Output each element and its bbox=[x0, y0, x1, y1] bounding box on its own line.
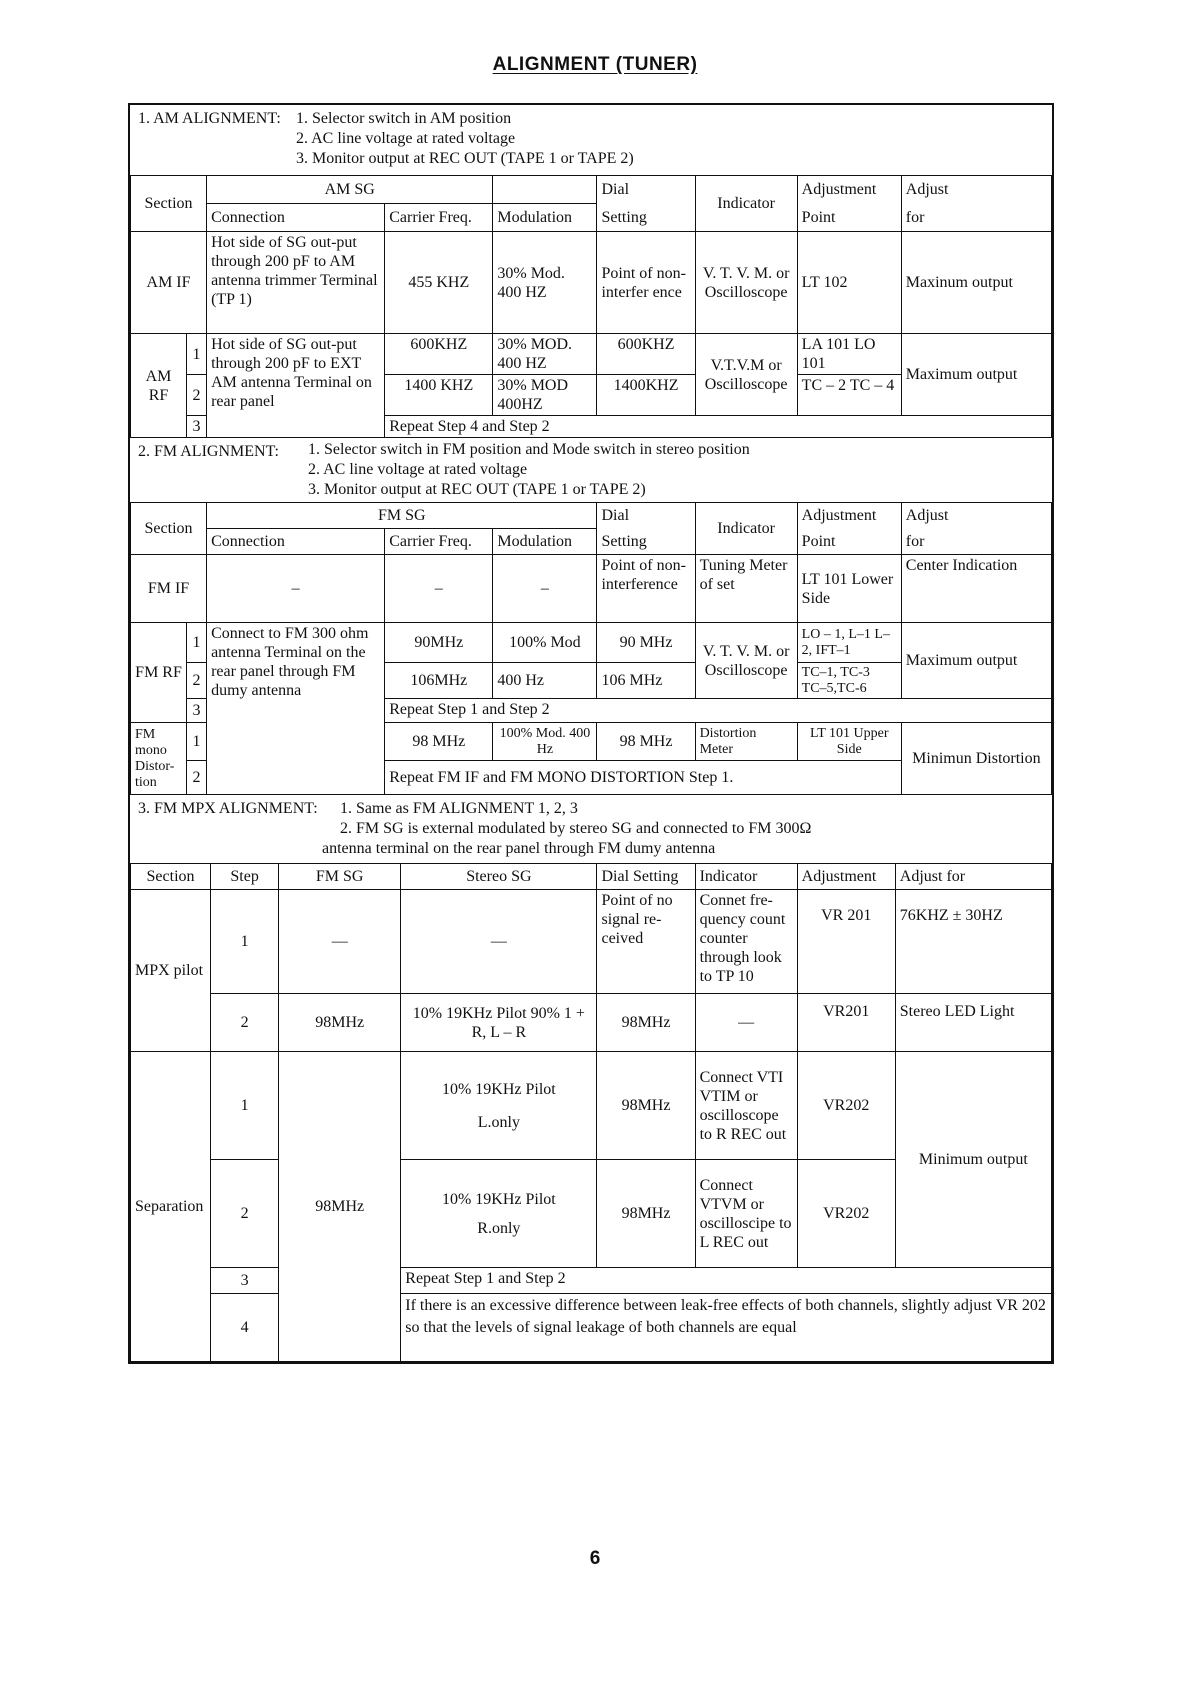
mpx-table bbox=[130, 863, 1052, 1362]
fm-distortion-step: 1 bbox=[187, 723, 207, 761]
fm-if-row bbox=[131, 555, 1052, 623]
mpx-separation-step: 4 bbox=[211, 1294, 279, 1362]
fm-rf-repeat: Repeat Step 1 and Step 2 bbox=[385, 699, 1052, 723]
mpx-separation-fm-sg: 98MHz bbox=[279, 1052, 401, 1362]
am-header-connection: Connection bbox=[207, 204, 385, 232]
fm-header-adj-point2: Point bbox=[797, 529, 901, 555]
mpx-separation-stereo-sg-channel: R.only bbox=[477, 1219, 521, 1237]
fm-rf-modulation: 100% Mod bbox=[493, 623, 597, 663]
mpx-separation-note: If there is an excessive difference between leak-free effects of both channels, slightly adjust VR 202 so that the levels of signal leakage of both channels are equal bbox=[401, 1294, 1052, 1362]
mpx-separation-step: 3 bbox=[211, 1268, 279, 1294]
am-rf-carrier: 600KHZ bbox=[385, 334, 493, 375]
fm-rf-modulation: 400 Hz bbox=[493, 663, 597, 699]
mpx-heading: 3. FM MPX ALIGNMENT: bbox=[138, 800, 318, 817]
fm-if-carrier: – bbox=[385, 555, 493, 623]
mpx-pilot-adjustment: VR201 bbox=[797, 994, 895, 1052]
fm-rf-indicator: V. T. V. M. or Oscilloscope bbox=[695, 623, 797, 699]
am-rf-step: 1 bbox=[187, 334, 207, 375]
am-if-carrier: 455 KHZ bbox=[385, 232, 493, 334]
mpx-header-step: Step bbox=[211, 864, 279, 890]
am-rf-row bbox=[131, 334, 1052, 375]
mpx-pilot-adjustment: VR 201 bbox=[797, 890, 895, 994]
am-condition: 2. AC line voltage at rated voltage bbox=[296, 130, 516, 147]
mpx-separation-stereo-sg-pilot: 10% 19KHz Pilot bbox=[441, 1190, 556, 1208]
mpx-header-dial: Dial Setting bbox=[597, 864, 695, 890]
am-rf-step: 3 bbox=[187, 416, 207, 438]
fm-header-adj-point: Adjustment bbox=[797, 503, 901, 529]
mpx-pilot-stereo-sg: — bbox=[401, 890, 597, 994]
fm-rf-section: FM RF bbox=[131, 623, 187, 723]
fm-distortion-adj-for: Minimun Distortion bbox=[901, 723, 1051, 795]
am-rf-indicator: V.T.V.M or Oscilloscope bbox=[695, 334, 797, 416]
mpx-separation-step: 1 bbox=[211, 1052, 279, 1160]
fm-header-sg: FM SG bbox=[207, 503, 597, 529]
mpx-separation-stereo-sg-channel: L.only bbox=[477, 1113, 520, 1131]
fm-rf-step: 3 bbox=[187, 699, 207, 723]
am-rf-adj-point: TC – 2 TC – 4 bbox=[797, 375, 901, 416]
am-header-section: Section bbox=[131, 176, 207, 232]
mpx-header-indicator: Indicator bbox=[695, 864, 797, 890]
mpx-separation-stereo-sg-pilot: 10% 19KHz Pilot bbox=[441, 1080, 556, 1098]
am-if-modulation: 30% Mod. 400 HZ bbox=[493, 232, 597, 334]
am-header-adj-for: Adjust bbox=[901, 176, 1051, 204]
fm-distortion-carrier: 98 MHz bbox=[385, 723, 493, 761]
mpx-pilot-stereo-sg: 10% 19KHz Pilot 90% 1 + R, L – R bbox=[401, 994, 597, 1052]
fm-header-dial: Dial bbox=[597, 503, 695, 529]
mpx-separation-step: 2 bbox=[211, 1160, 279, 1268]
fm-condition: 2. AC line voltage at rated voltage bbox=[308, 461, 528, 478]
fm-header-indicator: Indicator bbox=[695, 503, 797, 555]
am-rf-connection: Hot side of SG out-put through 200 pF to EXT AM antenna Terminal on rear panel bbox=[207, 334, 385, 438]
mpx-separation-adjustment: VR202 bbox=[797, 1052, 895, 1160]
am-if-section: AM IF bbox=[131, 232, 207, 334]
mpx-pilot-fm-sg: 98MHz bbox=[279, 994, 401, 1052]
mpx-pilot-adj-for: 76KHZ ± 30HZ bbox=[895, 890, 1051, 994]
fm-condition: 3. Monitor output at REC OUT (TAPE 1 or TAPE 2) bbox=[308, 481, 646, 498]
fm-header-adj-for2: for bbox=[901, 529, 1051, 555]
fm-distortion-repeat: Repeat FM IF and FM MONO DISTORTION Step 1. bbox=[385, 761, 902, 795]
mpx-pilot-step: 2 bbox=[211, 994, 279, 1052]
fm-if-adj-point: LT 101 Lower Side bbox=[797, 555, 901, 623]
am-if-adj-for: Maxinum output bbox=[901, 232, 1051, 334]
mpx-header-stereo-sg: Stereo SG bbox=[401, 864, 597, 890]
fm-rf-adj-point: LO – 1, L–1 L–2, IFT–1 bbox=[797, 623, 901, 663]
page-number: 6 bbox=[589, 1548, 601, 1569]
mpx-separation-row bbox=[131, 1268, 1052, 1294]
fm-header-dial-setting: Setting bbox=[597, 529, 695, 555]
am-header-dial-setting: Setting bbox=[597, 204, 695, 232]
fm-distortion-dial: 98 MHz bbox=[597, 723, 695, 761]
fm-rf-adj-point: TC–1, TC-3 TC–5,TC-6 bbox=[797, 663, 901, 699]
mpx-pilot-section: MPX pilot bbox=[131, 890, 211, 1052]
am-rf-carrier: 1400 KHZ bbox=[385, 375, 493, 416]
am-rf-modulation: 30% MOD. 400 HZ bbox=[493, 334, 597, 375]
mpx-pilot-step: 1 bbox=[211, 890, 279, 994]
fm-if-connection: – bbox=[207, 555, 385, 623]
mpx-condition: 2. FM SG is external modulated by stereo SG and connected to FM 300Ω bbox=[340, 820, 812, 837]
am-conditions bbox=[296, 109, 634, 169]
am-table bbox=[130, 175, 1052, 438]
mpx-separation-repeat: Repeat Step 1 and Step 2 bbox=[401, 1268, 1052, 1294]
fm-rf-carrier: 106MHz bbox=[385, 663, 493, 699]
mpx-separation-row bbox=[131, 1294, 1052, 1362]
fm-distortion-step: 2 bbox=[187, 761, 207, 795]
mpx-header-adj-for: Adjust for bbox=[895, 864, 1051, 890]
am-rf-modulation: 30% MOD 400HZ bbox=[493, 375, 597, 416]
fm-header-adj-for: Adjust bbox=[901, 503, 1051, 529]
mpx-pilot-fm-sg: — bbox=[279, 890, 401, 994]
am-if-row bbox=[131, 232, 1052, 334]
fm-rf-carrier: 90MHz bbox=[385, 623, 493, 663]
fm-distortion-section: FM mono Distor-tion bbox=[131, 723, 187, 795]
mpx-pilot-adj-for: Stereo LED Light bbox=[895, 994, 1051, 1052]
am-rf-adj-for: Maximum output bbox=[901, 334, 1051, 416]
am-if-adj-point: LT 102 bbox=[797, 232, 901, 334]
mpx-section bbox=[130, 795, 1052, 1362]
am-rf-section: AM RF bbox=[131, 334, 187, 438]
am-heading: 1. AM ALIGNMENT: bbox=[138, 110, 281, 127]
mpx-condition: antenna terminal on the rear panel through FM dumy antenna bbox=[322, 840, 716, 857]
am-rf-dial: 1400KHZ bbox=[597, 375, 695, 416]
fm-if-dial: Point of non-interference bbox=[597, 555, 695, 623]
am-header-adj-for2: for bbox=[901, 204, 1051, 232]
am-section bbox=[130, 105, 1052, 438]
am-rf-adj-point: LA 101 LO 101 bbox=[797, 334, 901, 375]
mpx-separation-dial: 98MHz bbox=[597, 1160, 695, 1268]
mpx-separation-adjustment: VR202 bbox=[797, 1160, 895, 1268]
mpx-pilot-row bbox=[131, 890, 1052, 994]
fm-header-modulation: Modulation bbox=[493, 529, 597, 555]
page-title: ALIGNMENT (TUNER) bbox=[492, 54, 698, 75]
am-condition: 1. Selector switch in AM position bbox=[296, 110, 512, 127]
mpx-separation-adj-for: Minimum output bbox=[895, 1052, 1051, 1268]
fm-heading: 2. FM ALIGNMENT: bbox=[138, 443, 279, 460]
am-if-dial: Point of non-interfer ence bbox=[597, 232, 695, 334]
alignment-frame bbox=[128, 103, 1054, 1364]
am-header-carrier: Carrier Freq. bbox=[385, 204, 493, 232]
am-condition: 3. Monitor output at REC OUT (TAPE 1 or TAPE 2) bbox=[296, 150, 634, 167]
am-header-modulation: Modulation bbox=[493, 204, 597, 232]
mpx-header-adjustment: Adjustment bbox=[797, 864, 895, 890]
am-header-sg: AM SG bbox=[207, 176, 493, 204]
mpx-separation-stereo-sg bbox=[401, 1160, 597, 1268]
fm-rf-step: 2 bbox=[187, 663, 207, 699]
am-rf-repeat: Repeat Step 4 and Step 2 bbox=[385, 416, 1052, 438]
am-header-indicator: Indicator bbox=[695, 176, 797, 232]
fm-rf-step: 1 bbox=[187, 623, 207, 663]
fm-header-carrier: Carrier Freq. bbox=[385, 529, 493, 555]
fm-section bbox=[130, 438, 1052, 795]
mpx-pilot-row bbox=[131, 994, 1052, 1052]
am-rf-step: 2 bbox=[187, 375, 207, 416]
fm-if-indicator: Tuning Meter of set bbox=[695, 555, 797, 623]
am-rf-dial: 600KHZ bbox=[597, 334, 695, 375]
mpx-separation-row bbox=[131, 1052, 1052, 1160]
fm-header-section: Section bbox=[131, 503, 207, 555]
mpx-separation-indicator: Connect VTI VTIM or oscilloscope to R REC out bbox=[695, 1052, 797, 1160]
fm-rf-connection: Connect to FM 300 ohm antenna Terminal on the rear panel through FM dumy antenna bbox=[207, 623, 385, 795]
am-heading-block bbox=[130, 105, 1052, 175]
mpx-condition: 1. Same as FM ALIGNMENT 1, 2, 3 bbox=[340, 800, 578, 817]
mpx-separation-dial: 98MHz bbox=[597, 1052, 695, 1160]
mpx-pilot-dial: 98MHz bbox=[597, 994, 695, 1052]
am-header-adj-point: Adjustment bbox=[797, 176, 901, 204]
mpx-separation-stereo-sg bbox=[401, 1052, 597, 1160]
fm-if-section: FM IF bbox=[131, 555, 207, 623]
mpx-header-section: Section bbox=[131, 864, 211, 890]
fm-rf-dial: 90 MHz bbox=[597, 623, 695, 663]
am-header-adj-point2: Point bbox=[797, 204, 901, 232]
fm-header-connection: Connection bbox=[207, 529, 385, 555]
mpx-pilot-dial: Point of no signal re-ceived bbox=[597, 890, 695, 994]
fm-conditions bbox=[308, 440, 750, 500]
fm-if-adj-for: Center Indication bbox=[901, 555, 1051, 623]
fm-rf-dial: 106 MHz bbox=[597, 663, 695, 699]
fm-rf-row bbox=[131, 623, 1052, 663]
mpx-conditions bbox=[322, 799, 812, 859]
fm-if-modulation: – bbox=[493, 555, 597, 623]
fm-distortion-adj-point: LT 101 Upper Side bbox=[797, 723, 901, 761]
mpx-header-fm-sg: FM SG bbox=[279, 864, 401, 890]
mpx-heading-block bbox=[130, 795, 1052, 863]
am-header-dial: Dial bbox=[597, 176, 695, 204]
mpx-pilot-indicator: — bbox=[695, 994, 797, 1052]
mpx-pilot-indicator: Connet fre-quency count counter through look to TP 10 bbox=[695, 890, 797, 994]
am-if-indicator: V. T. V. M. or Oscilloscope bbox=[695, 232, 797, 334]
fm-heading-block bbox=[130, 438, 1052, 502]
fm-condition: 1. Selector switch in FM position and Mode switch in stereo position bbox=[308, 441, 750, 458]
fm-distortion-indicator: Distortion Meter bbox=[695, 723, 797, 761]
fm-rf-adj-for: Maximum output bbox=[901, 623, 1051, 699]
mpx-separation-indicator: Connect VTVM or oscilloscipe to L REC out bbox=[695, 1160, 797, 1268]
fm-distortion-modulation: 100% Mod. 400 Hz bbox=[493, 723, 597, 761]
fm-table bbox=[130, 502, 1052, 795]
am-if-connection: Hot side of SG out-put through 200 pF to AM antenna trimmer Terminal (TP 1) bbox=[207, 232, 385, 334]
mpx-separation-section: Separation bbox=[131, 1052, 211, 1362]
am-header-blank bbox=[493, 176, 597, 204]
